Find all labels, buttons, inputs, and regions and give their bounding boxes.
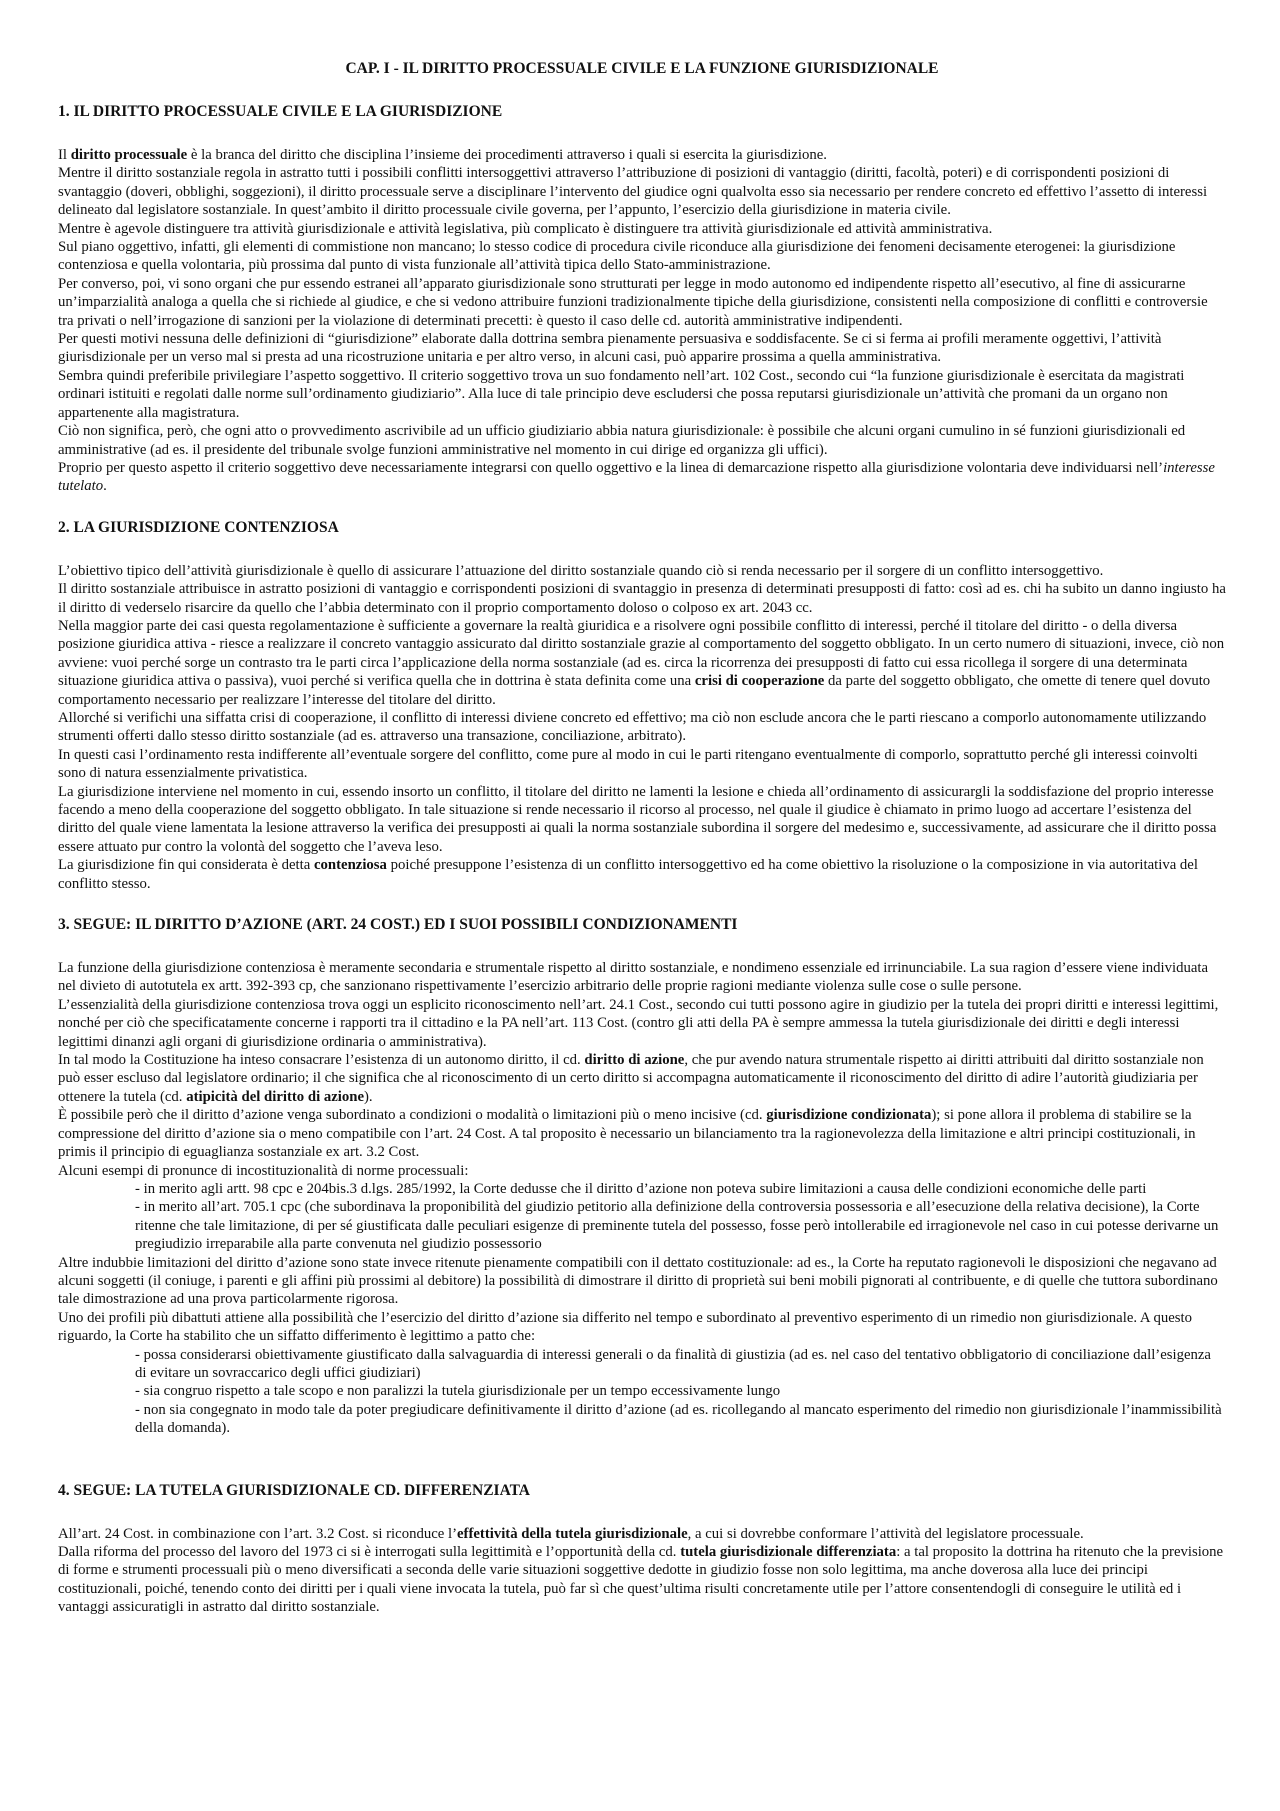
section-3-paragraph-4 <box>58 1106 1226 1161</box>
text-run: : a tal proposito la dottrina ha ritenuto che la previsione di forme e strumenti processuali più o meno diversificati a seconda delle varie situazioni soggettive dedotte in giudizio fosse non solo legittima, ma anche doverosa alla luce dei principi costituzionali, poiché, tenendo conto dei diritti per i quali viene invocata la tutela, può far sì che quest’ultima risulti concretamente utile per l’attore consentendogli di conseguire le utilità ed i vantaggi assicuratigli in astratto dal diritto sostanziale. <box>58 1544 1224 1616</box>
section-1-paragraph-8: Ciò non significa, però, che ogni atto o provvedimento ascrivibile ad un ufficio giudiziario abbia natura giurisdizionale: è possibile che alcuni organi cumulino in sé funzioni giurisdizionali ed amministrative (ad es. il presidente del tribunale svolge funzioni amministrative nel momento in cui dirige ed organizza gli uffici). <box>58 423 1186 458</box>
bold-term: giurisdizione condizionata <box>766 1107 932 1124</box>
bold-term: diritto di azione <box>584 1052 685 1069</box>
section-1-title: 1. IL DIRITTO PROCESSUALE CIVILE E LA GIURISDIZIONE <box>58 103 503 120</box>
section-3-title: 3. SEGUE: IL DIRITTO D’AZIONE (ART. 24 COST.) ED I SUOI POSSIBILI CONDIZIONAMENTI <box>58 916 738 934</box>
text-run: da parte del soggetto obbligato, che omette di tenere quel dovuto comportamento necessario per realizzare l’interesse del titolare del diritto. <box>58 673 1211 708</box>
text-run: Proprio per questo aspetto il criterio soggettivo deve necessariamente integrarsi con quello oggettivo e la linea di demarcazione rispetto alla giurisdizione volontaria deve individuarsi nell’ <box>58 459 1164 476</box>
text-run: ); si pone allora il problema di stabilire se la compressione del diritto d’azione sia o meno compatibile con l’art. 24 Cost. A tal proposito è necessario un bilanciamento tra la ragionevolezza della limitazione e altri principi costituzionali, in primis il principio di eguaglianza sostanziale ex art. 3.2 Cost. <box>58 1107 1196 1161</box>
section-1-paragraph-4: Sul piano oggettivo, infatti, gli elementi di commistione non mancano; lo stesso codice di procedura civile riconduce alla giurisdizione dei fenomeni decisamente eterogenei: la giurisdizione contenziosa e quella volontaria, più prossima dal punto di vista funzionale all’attività tipica dello Stato-amministrazione. <box>58 239 1176 274</box>
list-item: - possa considerarsi obiettivamente giustificato dalla salvaguardia di interessi generali o da finalità di giustizia (ad es. nel caso del tentativo obbligatorio di conciliazione dall’esigenza di evitare un sovraccarico degli uffici giudiziari) <box>135 1346 1211 1381</box>
section-2-paragraph-7 <box>58 856 1226 893</box>
text-run: è la branca del diritto che disciplina l’insieme dei procedimenti attraverso i quali si esercita la giurisdizione. <box>187 147 827 163</box>
section-2-paragraph-6: La giurisdizione interviene nel momento in cui, essendo insorto un conflitto, il titolare del diritto ne lamenti la lesione e chieda all’ordinamento di assicurargli la soddisfazione del proprio interesse facendo a meno della cooperazione del soggetto obbligato. In tale situazione si rende necessario il ricorso al processo, nel quale il giudice è chiamato in primo luogo ad accertare l’esistenza del diritto del quale viene lamentata la lesione attraverso la verifica dei presupposti ai quali la norma sostanziale subordina il sorgere del medesimo e, successivamente, ad assicurare che il diritto possa essere attuato pur contro la volontà del soggetto che l’aveva leso. <box>58 783 1217 855</box>
section-2-paragraph-1: L’obiettivo tipico dell’attività giurisdizionale è quello di assicurare l’attuazione del diritto sostanziale quando ciò si renda necessario per il sorgere di un conflitto intersoggettivo. <box>58 562 1104 579</box>
section-2 <box>58 519 1226 893</box>
section-1-paragraph-5: Per converso, poi, vi sono organi che pur essendo estranei all’apparato giurisdizionale sono strutturati per legge in modo autonomo ed indipendente rispetto all’esecutivo, al fine di assicurarne un’imparzialità analoga a quella che si richiede al giudice, e che si vedono attribuire funzioni tradizionalmente tipiche della giurisdizione, consistenti nella composizione di conflitti e controversie tra privati o nell’irrogazione di sanzioni per la violazione di determinati precetti: è questo il caso delle cd. autorità amministrative indipendenti. <box>58 275 1208 329</box>
bold-term: crisi di cooperazione <box>694 673 825 690</box>
section-3-paragraph-6: Altre indubbie limitazioni del diritto d’azione sono state invece ritenute pienamente compatibili con il dettato costituzionale: ad es., la Corte ha reputato ragionevoli le disposizioni che negavano ad alcuni soggetti (il coniuge, i parenti e gli affini più prossimi al debitore) la possibilità di dimostrare il diritto di proprietà sui beni mobili pignorati al contribuente, e di quelle che tuttora subordinano tale dimostrazione ad una prova particolarmente rigorosa. <box>58 1254 1218 1308</box>
section-4-paragraph-1 <box>58 1525 1226 1543</box>
list-item: - in merito all’art. 705.1 cpc (che subordinava la proponibilità del giudizio petitorio alla definizione della controversia possessoria e all’esecuzione della relativa decisione), la Corte ritenne che tale limitazione, di per sé giustificata dalle peculiari esigenze di preminente tutela del possesso, fosse però intollerabile ed irragionevole nel caso in cui potesse derivarne un pregiudizio irreparabile alla parte convenuta nel giudizio possessorio <box>135 1199 1219 1253</box>
section-3-paragraph-1: La funzione della giurisdizione contenziosa è meramente secondaria e strumentale rispetto al diritto sostanziale, e nondimeno essenziale ed irrinunciabile. La sua ragion d’essere viene individuata nel divieto di autotutela ex artt. 392-393 cp, che sanzionano rispettivamente l’esercizio arbitrario delle proprie ragioni mediante violenza sulle cose o sulle persone. <box>58 960 1209 995</box>
section-3-list-1 <box>58 1180 1226 1254</box>
section-3-paragraph-2: L’essenzialità della giurisdizione contenziosa trova oggi un esplicito riconoscimento nell’art. 24.1 Cost., secondo cui tutti possono agire in giudizio per la tutela dei propri diritti e interessi legittimi, nonché per ciò che specificatamente concerne i rapporti tra il cittadino e la PA nell’art. 113 Cost. (contro gli atti della PA è sempre ammessa la tutela giurisdizionale dei diritti e degli interessi legittimi dinanzi agli organi di giurisdizione ordinaria o amministrativa). <box>58 996 1219 1050</box>
section-1-paragraph-3: Mentre è agevole distinguere tra attività giurisdizionale e attività legislativa, più complicato è distinguere tra attività giurisdizionale ed attività amministrativa. <box>58 220 993 237</box>
list-item: - non sia congegnato in modo tale da poter pregiudicare definitivamente il diritto d’azione (ad es. ricollegando al mancato esperimento del rimedio non giurisdizionale l’inammissibilità della domanda). <box>135 1401 1222 1437</box>
section-4-title: 4. SEGUE: LA TUTELA GIURISDIZIONALE CD. DIFFERENZIATA <box>58 1481 530 1499</box>
text-run: È possibile però che il diritto d’azione venga subordinato a condizioni o modalità o limitazioni più o meno incisive (cd. <box>58 1107 767 1124</box>
section-2-paragraph-4: Allorché si verifichi una siffatta crisi di cooperazione, il conflitto di interessi diviene concreto ed effettivo; ma ciò non esclude ancora che le parti riescano a comporlo autonomamente utilizzando strumenti offerti dallo stesso diritto sostanziale (ad es. attraverso una transazione, conciliazione, arbitrato). <box>58 709 1207 745</box>
text-run: ). <box>364 1088 373 1105</box>
section-2-paragraph-3 <box>58 617 1226 709</box>
italic-term: interesse tutelato <box>58 459 1215 495</box>
text-run: Il <box>58 147 71 163</box>
document-title: CAP. I - IL DIRITTO PROCESSUALE CIVILE E LA FUNZIONE GIURISDIZIONALE <box>345 60 939 77</box>
text-run: All’art. 24 Cost. in combinazione con l’art. 3.2 Cost. si riconduce l’ <box>58 1525 457 1542</box>
section-1 <box>58 103 1226 496</box>
section-1-paragraph-1 <box>58 146 1226 164</box>
bold-term: tutela giurisdizionale differenziata <box>680 1544 897 1560</box>
list-item: - in merito agli artt. 98 cpc e 204bis.3 d.lgs. 285/1992, la Corte dedusse che il diritto d’azione non poteva subire limitazioni a causa delle condizioni economiche delle parti <box>135 1180 1147 1197</box>
text-run: In tal modo la Costituzione ha inteso consacrare l’esistenza di un autonomo diritto, il cd. <box>58 1052 585 1069</box>
section-1-paragraph-7: Sembra quindi preferibile privilegiare l’aspetto soggettivo. Il criterio soggettivo trova un suo fondamento nell’art. 102 Cost., secondo cui “la funzione giurisdizionale è esercitata da magistrati ordinari istituiti e regolati dalle norme sull’ordinamento giudiziario”. Alla luce di tale principio deve escludersi che possa reputarsi giurisdizionale un’attività che promani da un organo non appartenente alla magistratura. <box>58 367 1185 421</box>
section-4 <box>58 1482 1226 1617</box>
bold-term: effettività della tutela giurisdizionale <box>457 1525 688 1542</box>
section-1-paragraph-6: Per questi motivi nessuna delle definizioni di “giurisdizione” elaborate dalla dottrina sembra pienamente persuasiva e soddisfacente. Se ci si ferma ai profili meramente oggettivi, l’attività giurisdizionale per un verso mal si presta ad una ricostruzione unitaria e per altro verso, in alcuni casi, può apparire prossima a quella amministrativa. <box>58 331 1162 366</box>
section-3-paragraph-5: Alcuni esempi di pronunce di incostituzionalità di norme processuali: <box>58 1162 469 1179</box>
section-1-paragraph-2: Mentre il diritto sostanziale regola in astratto tutti i possibili conflitti intersoggettivi attraverso l’attribuzione di posizioni di vantaggio (diritti, facoltà, poteri) e di corrispondenti posizioni di svantaggio (doveri, obblighi, soggezioni), il diritto processuale serve a disciplinare l’intervento del giudice ogni qualvolta esso sia necessario per rendere concreto ed effettivo l’assetto di interessi delineato dal legislatore sostanziale. In quest’ambito il diritto processuale civile governa, per l’appunto, l’esercizio della giurisdizione in materia civile. <box>58 165 1208 219</box>
section-4-paragraph-2 <box>58 1543 1226 1617</box>
section-2-title: 2. LA GIURISDIZIONE CONTENZIOSA <box>58 518 339 536</box>
section-2-paragraph-5: In questi casi l’ordinamento resta indifferente all’eventuale sorgere del conflitto, come pure al modo in cui le parti ritengano eventualmente di comporlo, soprattutto perché gli interessi coinvolti sono di natura essenzialmente privatistica. <box>58 746 1198 782</box>
section-2-paragraph-2: Il diritto sostanziale attribuisce in astratto posizioni di vantaggio e corrispondenti posizioni di svantaggio in presenza di determinati presupposti di fatto: così ad es. chi ha subito un danno ingiusto ha il diritto di vederselo risarcire da quello che l’abbia determinato con il proprio comportamento doloso o colposo ex art. 2043 cc. <box>58 581 1226 616</box>
bold-term: atipicità del diritto di azione <box>186 1088 364 1105</box>
bold-term: contenziosa <box>314 857 387 874</box>
text-run: La giurisdizione fin qui considerata è detta <box>58 857 314 874</box>
section-3-paragraph-3 <box>58 1051 1226 1106</box>
text-run: Nella maggior parte dei casi questa regolamentazione è sufficiente a governare la realtà giuridica e a risolvere ogni possibile conflitto di interessi, perché il titolare del diritto - o della diversa posizione giuridica attiva - riesce a realizzare il concreto vantaggio assicurato dal diritto sostanziale grazie al comportamento del soggetto obbligato. In un certo numero di situazioni, invece, ciò non avviene: vuoi perché sorge un contrasto tra le parti circa l’applicazione della norma sostanziale (ad es. circa la ricorrenza dei presupposti di fatto cui essa ricollega il sorgere di una determinata situazione giuridica attiva o passiva), vuoi perché si verifica quella che in dottrina è stata definita come una <box>58 617 1225 690</box>
text-run: , a cui si dovrebbe conformare l’attività del legislatore processuale. <box>687 1525 1084 1542</box>
text-run: Dalla riforma del processo del lavoro del 1973 ci si è interrogati sulla legittimità e l’opportunità della cd. <box>58 1544 681 1560</box>
list-item: - sia congruo rispetto a tale scopo e non paralizzi la tutela giurisdizionale per un tempo eccessivamente lungo <box>135 1383 781 1400</box>
bold-term: diritto processuale <box>70 147 188 163</box>
section-3-list-2 <box>58 1346 1226 1438</box>
section-1-paragraph-9 <box>58 459 1226 496</box>
text-run: , che pur avendo natura strumentale rispetto ai diritti attribuiti dal diritto sostanziale non può esser escluso dal legislatore ordinario; il che significa che al riconoscimento di un certo diritto si accompagna automaticamente il riconoscimento del diritto di adire l’autorità giudiziaria per ottenere la tutela (cd. <box>58 1052 1204 1105</box>
text-run: poiché presuppone l’esistenza di un conflitto intersoggettivo ed ha come obiettivo la risoluzione o la composizione in via autoritativa del conflitto stesso. <box>58 857 1198 892</box>
document-page <box>58 60 1226 1640</box>
section-3-paragraph-7: Uno dei profili più dibattuti attiene alla possibilità che l’esercizio del diritto d’azione sia differito nel tempo e subordinato al preventivo esperimento di un rimedio non giurisdizionale. A questo riguardo, la Corte ha stabilito che un siffatto differimento è legittimo a patto che: <box>58 1309 1192 1345</box>
section-3 <box>58 916 1226 1438</box>
text-run: . <box>103 478 107 495</box>
